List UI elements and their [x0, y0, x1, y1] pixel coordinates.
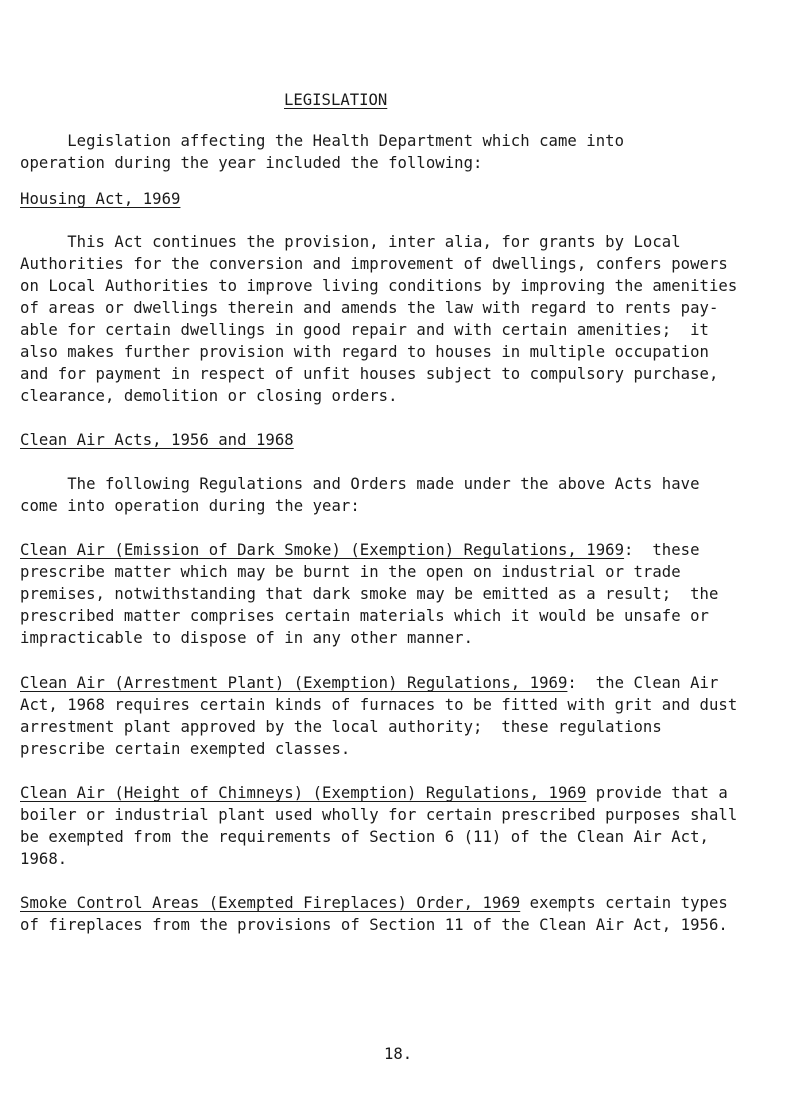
paragraph-line: arrestment plant approved by the local authority; these regulations — [20, 718, 662, 736]
paragraph-line: prescribe matter which may be burnt in the open on industrial or trade — [20, 563, 681, 581]
section-heading-clean-air: Clean Air Acts, 1956 and 1968 — [20, 431, 294, 449]
section-heading-housing: Housing Act, 1969 — [20, 190, 181, 208]
regulation-text: exempts certain types — [520, 894, 728, 912]
regulation-first-line — [20, 673, 718, 693]
paragraph-line: be exempted from the requirements of Section 6 (11) of the Clean Air Act, — [20, 828, 709, 846]
paragraph-line: prescribe certain exempted classes. — [20, 740, 351, 758]
regulation-text: : these — [624, 541, 700, 559]
paragraph-line: Act, 1968 requires certain kinds of furnaces to be fitted with grit and dust — [20, 696, 738, 714]
regulation-first-line — [20, 893, 728, 913]
intro-line: Legislation affecting the Health Department which came into — [20, 132, 625, 150]
regulation-first-line — [20, 783, 728, 803]
paragraph-line: of fireplaces from the provisions of Section 11 of the Clean Air Act, 1956. — [20, 916, 728, 934]
paragraph-line: also makes further provision with regard to houses in multiple occupation — [20, 343, 709, 361]
paragraph-line: Authorities for the conversion and improvement of dwellings, confers powers — [20, 255, 728, 273]
paragraph-line: of areas or dwellings therein and amends the law with regard to rents pay- — [20, 299, 719, 317]
regulation-heading-arrestment: Clean Air (Arrestment Plant) (Exemption) Regulations, 1969 — [20, 674, 568, 692]
page-title: LEGISLATION — [284, 91, 388, 109]
intro-line: operation during the year included the following: — [20, 154, 483, 172]
page-number: 18. — [384, 1045, 413, 1063]
paragraph-line: 1968. — [20, 850, 68, 868]
regulation-first-line — [20, 540, 700, 560]
paragraph-line: on Local Authorities to improve living conditions by improving the amenities — [20, 277, 738, 295]
paragraph-line: come into operation during the year: — [20, 497, 360, 515]
paragraph-line: The following Regulations and Orders made under the above Acts have — [20, 475, 700, 493]
regulation-heading-smoke-control: Smoke Control Areas (Exempted Fireplaces) Order, 1969 — [20, 894, 521, 912]
regulation-heading-dark-smoke: Clean Air (Emission of Dark Smoke) (Exemption) Regulations, 1969 — [20, 541, 625, 559]
paragraph-line: able for certain dwellings in good repair and with certain amenities; it — [20, 321, 709, 339]
paragraph-line: boiler or industrial plant used wholly for certain prescribed purposes shall — [20, 806, 738, 824]
paragraph-line: clearance, demolition or closing orders. — [20, 387, 398, 405]
regulation-text: : the Clean Air — [567, 674, 719, 692]
paragraph-line: This Act continues the provision, inter alia, for grants by Local — [20, 233, 681, 251]
paragraph-line: impracticable to dispose of in any other manner. — [20, 629, 474, 647]
regulation-heading-chimneys: Clean Air (Height of Chimneys) (Exemption) Regulations, 1969 — [20, 784, 587, 802]
paragraph-line: premises, notwithstanding that dark smoke may be emitted as a result; the — [20, 585, 719, 603]
paragraph-line: prescribed matter comprises certain materials which it would be unsafe or — [20, 607, 709, 625]
paragraph-line: and for payment in respect of unfit houses subject to compulsory purchase, — [20, 365, 719, 383]
regulation-text: provide that a — [586, 784, 728, 802]
